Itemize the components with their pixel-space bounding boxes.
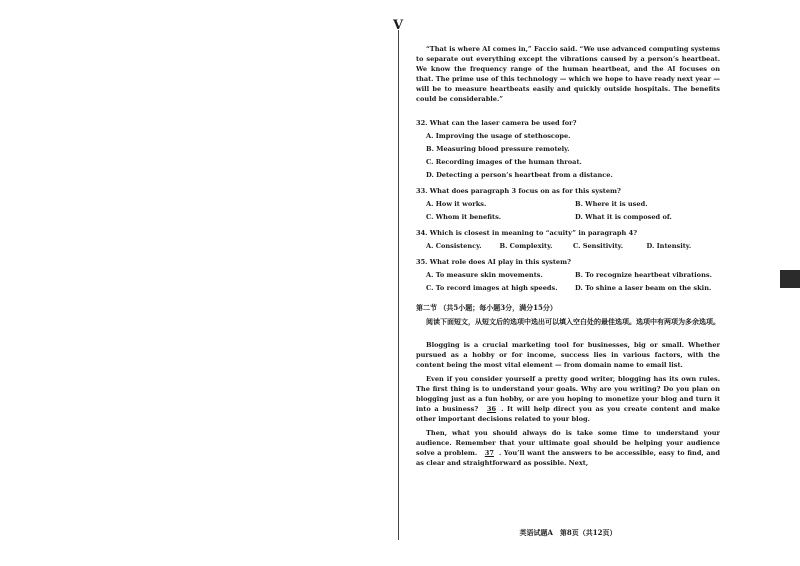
passage-paragraph: “That is where AI comes in,” Faccio said. “We use advanced computing systems to separate out everything except the vibrations caused by a person’s heartbeat. We know the frequency range of the human heartbeat, and the AI focuses on that. The prime use of this technology — which we hope to have ready next year — will be to measure heartbeats easily and quickly outside hospitals. The benefits could be considerable.” — [416, 45, 720, 103]
side-tab-marker — [780, 270, 800, 288]
question-34 — [416, 228, 720, 251]
paragraph-text: . It will help direct you as you create content and make other important decisions related to your blog. — [416, 405, 720, 423]
paragraph-text: Then, what you should always do is take some time to understand your audience. Remember that your ultimate goal should be helping your audience solve a problem. — [416, 429, 720, 457]
question-stem: 35. What role does AI play in this system? — [416, 258, 571, 266]
question-list — [416, 118, 720, 293]
option-b[interactable]: B. Complexity. — [499, 242, 553, 250]
paragraph-text: . You’ll want the answers to be accessible, easy to find, and as clear and straightforward as possible. Next, — [416, 449, 721, 467]
section-instruction: 阅读下面短文，从短文后的选项中选出可以填入空白处的最佳选项。选项中有两项为多余选项。 — [426, 317, 720, 326]
blank-36[interactable]: 36 — [486, 405, 497, 413]
option-c[interactable]: C. Whom it benefits. — [426, 213, 502, 221]
exam-page — [416, 44, 720, 468]
option-b[interactable]: B. Where it is used. — [575, 200, 648, 208]
options-grid — [416, 199, 720, 222]
option-a[interactable]: A. To measure skin movements. — [426, 271, 543, 279]
option-d[interactable]: D. Detecting a person’s heartbeat from a distance. — [426, 171, 613, 179]
passage-paragraph — [416, 428, 720, 468]
margin-mark: V — [393, 18, 404, 33]
question-32 — [416, 118, 720, 180]
section-title: 第二节 （共5小题；每小题3分，满分15分） — [416, 303, 557, 312]
passage-paragraph — [416, 374, 720, 424]
option-d[interactable]: D. To shine a laser beam on the skin. — [575, 284, 712, 292]
page-footer: 英语试题A 第8页（共12页） — [519, 528, 617, 537]
option-c[interactable]: C. To record images at high speeds. — [426, 284, 558, 292]
question-stem: 34. Which is closest in meaning to “acuity” in paragraph 4? — [416, 229, 638, 237]
option-a[interactable]: A. How it works. — [426, 200, 487, 208]
option-b[interactable]: B. To recognize heartbeat vibrations. — [575, 271, 712, 279]
blank-37[interactable]: 37 — [484, 449, 494, 457]
options-row — [416, 241, 720, 251]
question-stem: 33. What does paragraph 3 focus on as for this system? — [416, 187, 621, 195]
options-grid — [416, 270, 720, 293]
question-35 — [416, 257, 720, 293]
binding-margin-line — [398, 30, 399, 540]
option-b[interactable]: B. Measuring blood pressure remotely. — [426, 145, 570, 153]
passage-paragraph: Blogging is a crucial marketing tool for businesses, big or small. Whether pursued as a hobby or for income, success lies in various factors, with the content being the most vital element — from domain name to email list. — [416, 341, 720, 369]
option-c[interactable]: C. Recording images of the human throat. — [426, 158, 582, 166]
option-d[interactable]: D. Intensity. — [646, 242, 692, 250]
paragraph-text: Even if you consider yourself a pretty good writer, blogging has its own rules. The first thing is to understand your goals. Why are you writing? Do you plan on blogging just as a fun hobby, or are you hoping to monetize your blog and turn it into a business? — [416, 375, 720, 413]
option-d[interactable]: D. What it is composed of. — [575, 213, 672, 221]
question-stem: 32. What can the laser camera be used for? — [416, 119, 577, 127]
option-c[interactable]: C. Sensitivity. — [573, 242, 623, 250]
question-33 — [416, 186, 720, 222]
option-a[interactable]: A. Improving the usage of stethoscope. — [426, 132, 571, 140]
option-a[interactable]: A. Consistency. — [426, 242, 482, 250]
